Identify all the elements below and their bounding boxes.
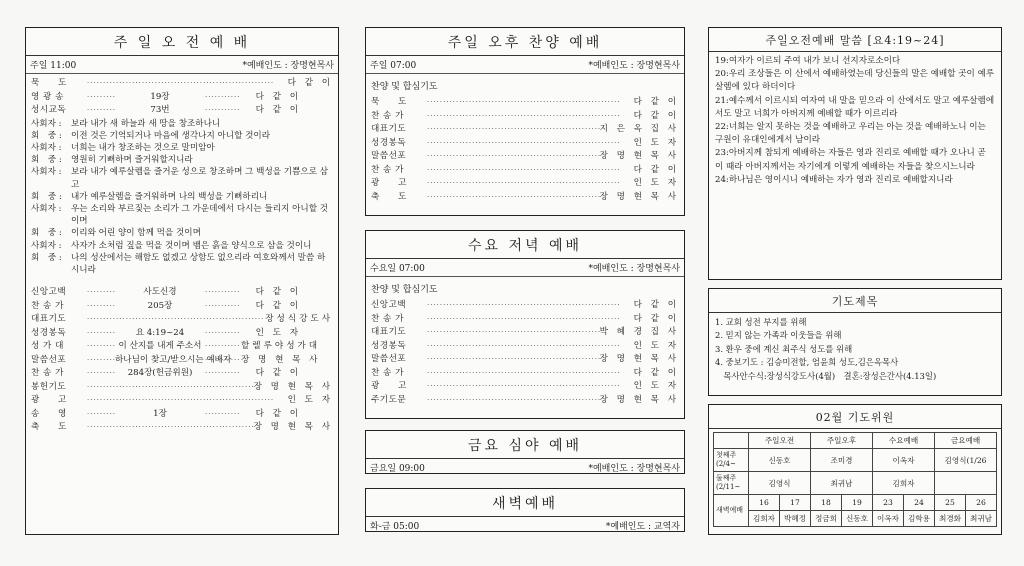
order-label: 신앙고백 (371, 300, 407, 311)
responsive-text: 너희는 내가 창조하는 것으로 말미암아 (71, 142, 215, 153)
leader-dots (427, 340, 619, 353)
leader-dots (87, 77, 273, 90)
order-row (371, 340, 679, 354)
committee-table (713, 432, 997, 527)
sunday-morning-leader: *예배인도 : 장명현목사 (242, 61, 334, 71)
responsive-text: 이전 것은 기억되거나 마음에 생각나지 아니할 것이라 (71, 130, 271, 141)
leader-dots (427, 299, 619, 312)
sunday-morning-panel (25, 27, 339, 535)
committee-dawn-name: 이옥자 (873, 511, 904, 527)
leader-dots (427, 367, 619, 380)
order-detail: 사도신경 (143, 287, 177, 298)
order-row (371, 367, 679, 381)
order-value: 다 같 이 (633, 367, 679, 378)
order-label: 송 영 (31, 408, 67, 419)
committee-dawn-day: 16 (749, 495, 780, 511)
sunday-afternoon-body (366, 74, 684, 207)
order-row (31, 313, 333, 327)
order-value: 장 명 현 목 사 (599, 354, 679, 365)
wednesday-subhead (366, 259, 684, 277)
order-row (31, 408, 333, 422)
committee-dawn-names-row (714, 511, 997, 527)
leader-dots (427, 394, 600, 407)
friday-title: 금요 심야 예배 (366, 431, 684, 459)
order-label: 찬 송 가 (371, 367, 404, 378)
leader-dots (205, 286, 241, 299)
wednesday-time: 수요일 07:00 (370, 264, 425, 274)
committee-header: 주일오후 (811, 433, 873, 449)
sunday-afternoon-time: 주일 07:00 (370, 61, 417, 71)
wednesday-panel (365, 230, 685, 419)
leader-dots (427, 326, 600, 339)
committee-header: 금요예배 (935, 433, 997, 449)
order-label: 묵 도 (31, 78, 67, 89)
order-value: 다 같 이 (255, 287, 301, 298)
sunday-morning-responsive-reading (31, 118, 333, 277)
order-row (371, 380, 679, 394)
order-detail: 284장(헌금위원) (127, 368, 193, 379)
order-value: 다 같 이 (255, 408, 301, 419)
responsive-line (31, 191, 333, 203)
sunday-morning-order-top (31, 77, 333, 118)
order-row (31, 381, 333, 395)
committee-cell: 조미경 (811, 449, 873, 472)
order-row (31, 104, 333, 118)
leader-dots (87, 408, 115, 421)
leader-dots (87, 367, 115, 380)
order-value: 장 명 현 목 사 (599, 394, 679, 405)
leader-dots (205, 327, 241, 340)
committee-dawn-name: 김학용 (904, 511, 935, 527)
order-label: 찬 송 가 (371, 164, 404, 175)
scripture-title: 주일오전예배 말씀 [요4:19~24] (709, 28, 1001, 52)
order-label: 광 고 (371, 178, 407, 189)
order-value: 장 명 현 목 사 (241, 354, 321, 365)
order-value: 다 같 이 (255, 91, 301, 102)
order-detail: 19장 (150, 91, 170, 102)
order-label: 성 가 대 (31, 341, 64, 352)
committee-cell: 최귀남 (811, 472, 873, 495)
responsive-text: 내가 예루살렘을 즐거워하며 나의 백성을 기뻐하리니 (71, 191, 268, 202)
leader-dots (87, 104, 115, 117)
leader-dots (87, 381, 254, 394)
committee-dawn-day: 18 (811, 495, 842, 511)
order-detail: 1장 (153, 408, 167, 419)
dawn-subhead (366, 517, 684, 532)
order-value: 다 같 이 (633, 313, 679, 324)
friday-subhead (366, 459, 684, 474)
order-label: 대표기도 (371, 327, 407, 338)
responsive-text: 사자가 소처럼 짚을 먹을 것이며 뱀은 흙을 양식으로 삼을 것이니 (71, 240, 312, 251)
leader-dots (427, 110, 619, 123)
prayer-panel (708, 288, 1002, 396)
responsive-line (31, 154, 333, 166)
prayer-item: 3. 환우 중에 계신 최주식 성도를 위해 (715, 343, 853, 354)
order-row (371, 299, 679, 313)
leader-dots (205, 354, 241, 367)
order-value: 지 은 옥 집 사 (599, 124, 679, 135)
sunday-afternoon-leader: *예배인도 : 장명현목사 (588, 61, 680, 71)
committee-dawn-label: 새벽예배 (714, 495, 749, 527)
responsive-speaker: 회 중 : (31, 252, 62, 263)
sunday-afternoon-title: 주일 오후 찬양 예배 (366, 28, 684, 56)
order-row (31, 327, 333, 341)
responsive-speaker: 회 중 : (31, 155, 62, 166)
order-value: 장 명 현 목 사 (599, 151, 679, 162)
committee-dawn-name: 정금희 (811, 511, 842, 527)
leader-dots (427, 137, 619, 150)
leader-dots (205, 104, 241, 117)
committee-dawn-day: 17 (780, 495, 811, 511)
responsive-text: 우는 소리와 부르짖는 소리가 그 가운데에서 다시는 들리지 아니할 것이며 (71, 203, 329, 227)
order-value: 장 명 현 목 사 (253, 381, 333, 392)
order-label: 말씀선포 (31, 354, 67, 365)
order-value: 인 도 자 (633, 137, 679, 148)
order-value: 다 같 이 (633, 300, 679, 311)
order-row (371, 353, 679, 367)
order-label: 찬 송 가 (371, 110, 404, 121)
order-value: 인 도 자 (633, 381, 679, 392)
order-label: 말씀선포 (371, 151, 407, 162)
order-row (31, 354, 333, 368)
order-row (31, 394, 333, 408)
order-row (371, 150, 679, 164)
order-label: 성경봉독 (371, 340, 407, 351)
committee-title: 02월 기도위원 (709, 405, 1001, 429)
order-value: 장 명 현 목 사 (599, 191, 679, 202)
dawn-title: 새벽예배 (366, 489, 684, 517)
order-row (31, 340, 333, 354)
committee-week-row (714, 472, 997, 495)
leader-dots (205, 300, 241, 313)
committee-corner (714, 433, 749, 449)
order-value: 다 같 이 (255, 368, 301, 379)
committee-dawn-day: 19 (842, 495, 873, 511)
order-value: 인 도 자 (287, 395, 333, 406)
order-row (371, 313, 679, 327)
sunday-morning-time: 주일 11:00 (30, 61, 77, 71)
prayer-item: 4. 중보기도 : 김승미전할, 엄윤희 성도,김은옥목사 (715, 357, 899, 368)
responsive-speaker: 회 중 : (31, 228, 62, 239)
order-row (31, 286, 333, 300)
order-value: 인 도 자 (633, 178, 679, 189)
order-row (371, 164, 679, 178)
responsive-text: 보라 내가 새 하늘과 새 땅을 창조하나니 (71, 118, 221, 129)
responsive-speaker: 사회자 : (31, 203, 62, 214)
wednesday-order (371, 299, 679, 407)
dawn-panel (365, 488, 685, 532)
committee-header: 수요예배 (873, 433, 935, 449)
order-label: 축 도 (31, 422, 67, 433)
order-value: 다 같 이 (255, 105, 301, 116)
prayer-item: 2. 믿지 않는 가족과 이웃들을 위해 (715, 330, 842, 341)
scripture-verse: 19:여자가 이르되 주여 내가 보니 선지자로소이다 (715, 56, 901, 66)
order-label: 광 고 (371, 381, 407, 392)
leader-dots (205, 91, 241, 104)
responsive-speaker: 사회자 : (31, 118, 62, 129)
order-label: 봉헌기도 (31, 381, 67, 392)
order-value: 장성식강도사 (265, 314, 333, 325)
order-row (371, 137, 679, 151)
committee-week-row (714, 449, 997, 472)
dawn-time: 화-금 05:00 (370, 522, 420, 532)
order-row (371, 123, 679, 137)
sunday-morning-subhead (26, 56, 338, 74)
friday-time: 금요일 09:00 (370, 464, 425, 474)
leader-dots (205, 340, 241, 353)
responsive-line (31, 252, 333, 276)
committee-week-label: 첫째주 (2/4~ (714, 449, 749, 472)
leader-dots (427, 96, 619, 109)
leader-dots (427, 164, 619, 177)
order-value: 인 도 자 (255, 327, 301, 338)
committee-cell: 김영식 (749, 472, 811, 495)
order-value: 장 명 현 목 사 (253, 422, 333, 433)
leader-dots (87, 421, 254, 434)
leader-dots (427, 150, 600, 163)
prayer-item: 목사안수식:장성식강도사(4월) 결혼:장성은간사(4.13일) (715, 370, 937, 381)
committee-dawn-name: 최경화 (935, 511, 966, 527)
sunday-morning-title: 주 일 오 전 예 배 (26, 28, 338, 56)
scripture-verse: 22:너희는 알지 못하는 것을 예배하고 우리는 아는 것을 예배하노니 이는 구원이 유대인에게서 남이라 (715, 122, 986, 146)
order-label: 말씀선포 (371, 354, 407, 365)
committee-header: 주일오전 (749, 433, 811, 449)
order-row (31, 77, 333, 91)
order-row (371, 191, 679, 205)
order-label: 찬 송 가 (31, 368, 64, 379)
order-label: 묵 도 (371, 97, 407, 108)
scripture-verse: 23:아버지께 참되게 예배하는 자들은 영과 진리로 예배할 때가 오나니 곧 이 때라 아버지께서는 자기에게 이렇게 예배하는 자들을 찾으시느니라 (715, 148, 986, 172)
committee-dawn-name: 김희자 (749, 511, 780, 527)
leader-dots (87, 354, 115, 367)
responsive-speaker: 사회자 : (31, 142, 62, 153)
order-row (371, 110, 679, 124)
sunday-afternoon-heading: 찬양 및 합심기도 (371, 82, 438, 92)
committee-week-label: 둘째주 (2/11~ (714, 472, 749, 495)
committee-cell: 신동호 (749, 449, 811, 472)
leader-dots (205, 408, 241, 421)
leader-dots (87, 313, 265, 326)
responsive-speaker: 사회자 : (31, 240, 62, 251)
order-detail: 이 산지를 내게 주소서 (118, 341, 202, 352)
friday-panel (365, 430, 685, 474)
order-detail: 요 4:19~24 (135, 327, 185, 338)
committee-dawn-day: 23 (873, 495, 904, 511)
prayer-title: 기도제목 (709, 289, 1001, 313)
committee-dawn-day: 25 (935, 495, 966, 511)
responsive-line (31, 227, 333, 239)
leader-dots (427, 380, 619, 393)
order-label: 대표기도 (371, 124, 407, 135)
leader-dots (87, 327, 115, 340)
order-row (31, 421, 333, 435)
order-value: 할렐루야성가대 (241, 341, 321, 352)
friday-leader: *예배인도 : 장명현목사 (588, 464, 680, 474)
sunday-afternoon-order (371, 96, 679, 204)
wednesday-heading: 찬양 및 합심기도 (371, 285, 438, 295)
order-label: 대표기도 (31, 314, 67, 325)
leader-dots (87, 394, 273, 407)
committee-dawn-days-row (714, 495, 997, 511)
wednesday-body (366, 277, 684, 410)
leader-dots (427, 191, 600, 204)
leader-dots (87, 340, 115, 353)
scripture-verse: 24:하나님은 영이시니 예배하는 자가 영과 진리로 예배할지니라 (715, 174, 953, 185)
responsive-speaker: 사회자 : (31, 167, 62, 178)
order-row (371, 326, 679, 340)
committee-dawn-name: 박혜정 (780, 511, 811, 527)
leader-dots (427, 313, 619, 326)
prayer-items (709, 313, 1001, 386)
committee-cell: 이옥자 (873, 449, 935, 472)
order-value: 다 같 이 (633, 97, 679, 108)
order-value: 다 같 이 (287, 78, 333, 89)
responsive-line (31, 118, 333, 130)
wednesday-title: 수요 저녁 예배 (366, 231, 684, 259)
committee-cell: 김희자 (873, 472, 935, 495)
sunday-morning-body (26, 74, 338, 438)
committee-dawn-name: 신동호 (842, 511, 873, 527)
leader-dots (87, 300, 115, 313)
order-row (371, 177, 679, 191)
committee-panel (708, 404, 1002, 535)
order-value: 다 같 이 (255, 300, 301, 311)
order-row (31, 367, 333, 381)
committee-dawn-day: 24 (904, 495, 935, 511)
order-label: 주기도문 (371, 394, 407, 405)
order-label: 축 도 (371, 191, 407, 202)
order-row (371, 394, 679, 408)
order-label: 성경봉독 (31, 327, 67, 338)
leader-dots (427, 353, 600, 366)
order-value: 인 도 자 (633, 340, 679, 351)
responsive-line (31, 142, 333, 154)
order-row (31, 91, 333, 105)
order-row (31, 300, 333, 314)
responsive-text: 영원히 기뻐하며 즐거워할지니라 (71, 155, 193, 166)
committee-cell (935, 472, 997, 495)
scripture-verse: 20:우리 조상들은 이 산에서 예배하였는데 당신들의 말은 예배할 곳이 예루살렘에 있다 하더이다 (715, 69, 995, 93)
order-label: 성시교독 (31, 105, 67, 116)
scripture-panel (708, 27, 1002, 280)
order-detail: 205장 (147, 300, 173, 311)
order-detail: 하나님이 찾고/받으시는 예배자 (115, 354, 232, 365)
scripture-verse: 21:예수께서 이르시되 여자여 내 말을 믿으라 이 산에서도 말고 예루살렘에서도 말고 너희가 아버지께 예배할 때가 이르리라 (715, 95, 995, 119)
order-label: 영 광 송 (31, 91, 64, 102)
responsive-speaker: 회 중 : (31, 191, 62, 202)
prayer-item: 1. 교회 성전 부지를 위해 (715, 317, 807, 327)
sunday-morning-order-bottom (31, 286, 333, 435)
scripture-verses (709, 52, 1001, 190)
order-row (371, 96, 679, 110)
responsive-speaker: 회 중 : (31, 130, 62, 141)
leader-dots (205, 367, 241, 380)
committee-dawn-name: 최귀남 (966, 511, 997, 527)
order-detail: 73번 (150, 105, 170, 116)
responsive-line (31, 203, 333, 227)
responsive-text: 이리와 어린 양이 함께 먹을 것이며 (71, 228, 201, 239)
order-value: 박 혜 경 집 사 (599, 327, 679, 338)
dawn-leader: *예배인도 : 교역자 (605, 522, 680, 532)
order-label: 찬 송 가 (31, 300, 64, 311)
wednesday-leader: *예배인도 : 장명현목사 (588, 264, 680, 274)
order-value: 다 같 이 (633, 164, 679, 175)
order-value: 다 같 이 (633, 110, 679, 121)
leader-dots (427, 177, 619, 190)
responsive-line (31, 130, 333, 142)
sunday-afternoon-subhead (366, 56, 684, 74)
committee-dawn-day: 26 (966, 495, 997, 511)
order-label: 찬 송 가 (371, 313, 404, 324)
order-label: 신앙고백 (31, 287, 67, 298)
order-label: 광 고 (31, 395, 67, 406)
committee-header-row (714, 433, 997, 449)
responsive-text: 보라 내가 예루살렘을 즐거운 성으로 창조하며 그 백성을 기쁨으로 삼고 (71, 167, 329, 190)
committee-cell: 김영식(1/26 (935, 449, 997, 472)
leader-dots (87, 286, 115, 299)
responsive-line (31, 166, 333, 190)
responsive-text: 나의 성산에서는 해함도 없겠고 상함도 없으리라 여호와께서 말씀 하시니라 (71, 252, 326, 275)
leader-dots (427, 123, 600, 136)
order-label: 성경봉독 (371, 137, 407, 148)
responsive-line (31, 240, 333, 252)
sunday-afternoon-panel (365, 27, 685, 216)
leader-dots (87, 91, 115, 104)
